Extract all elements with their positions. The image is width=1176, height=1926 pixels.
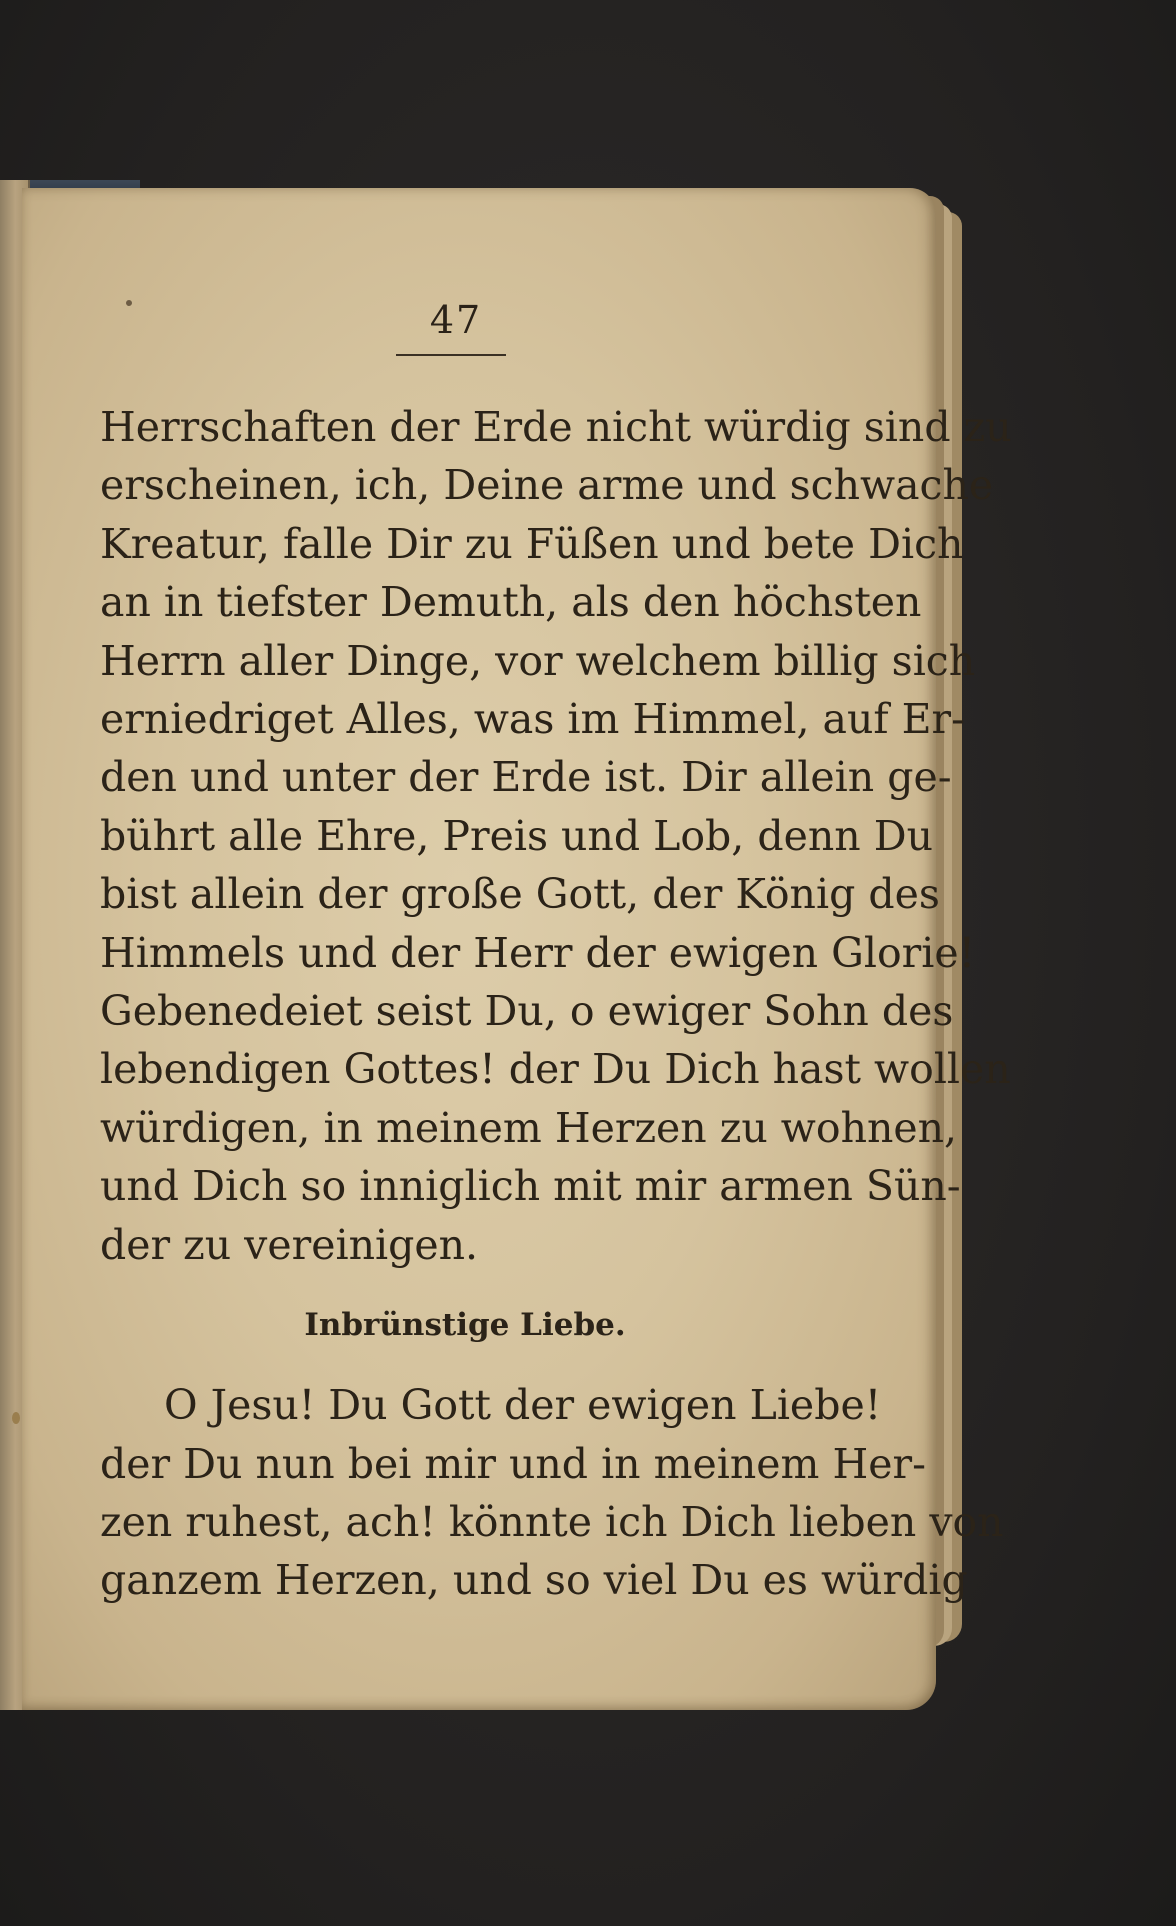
text-line: Himmels und der Herr der ewigen Glorie! — [100, 928, 976, 977]
text-line: Kreatur, falle Dir zu Füßen und bete Dich — [100, 519, 964, 568]
text-line: an in tiefster Demuth, als den höchsten — [100, 578, 922, 627]
text-line: zen ruhest, ach! könnte ich Dich lieben von — [100, 1497, 1004, 1546]
text-line: den und unter der Erde ist. Dir allein ge- — [100, 753, 952, 802]
text-line: erscheinen, ich, Deine arme und schwache — [100, 461, 994, 510]
section-heading: Inbrünstige Liebe. — [304, 1307, 626, 1344]
text-line: der Du nun bei mir und in meinem Her- — [100, 1439, 926, 1488]
text-line: würdigen, in meinem Herzen zu wohnen, — [100, 1103, 958, 1152]
book-page — [22, 188, 1012, 1710]
paper-speck — [126, 300, 132, 306]
text-line: bist allein der große Gott, der König des — [100, 870, 940, 919]
text-line: lebendigen Gottes! der Du Dich hast wollen — [100, 1045, 1011, 1094]
page-text — [100, 398, 1012, 1610]
text-line: Herrschaften der Erde nicht würdig sind zu — [100, 403, 1012, 451]
text-line: Gebenedeiet seist Du, o ewiger Sohn des — [100, 987, 954, 1036]
text-line: der zu vereinigen. — [100, 1220, 479, 1269]
text-line: O Jesu! Du Gott der ewigen Liebe! — [164, 1381, 882, 1430]
text-line: ganzem Herzen, und so viel Du es würdig — [100, 1556, 968, 1605]
text-line: erniedriget Alles, was im Himmel, auf Er- — [100, 695, 965, 744]
page-number: 47 — [429, 298, 483, 342]
text-line: und Dich so inniglich mit mir armen Sün- — [100, 1162, 961, 1211]
text-line: bührt alle Ehre, Preis und Lob, denn Du — [100, 811, 933, 860]
page-number-rule — [396, 354, 506, 356]
page-stain — [12, 1412, 20, 1424]
text-line: Herrn aller Dinge, vor welchem billig sich — [100, 636, 976, 685]
